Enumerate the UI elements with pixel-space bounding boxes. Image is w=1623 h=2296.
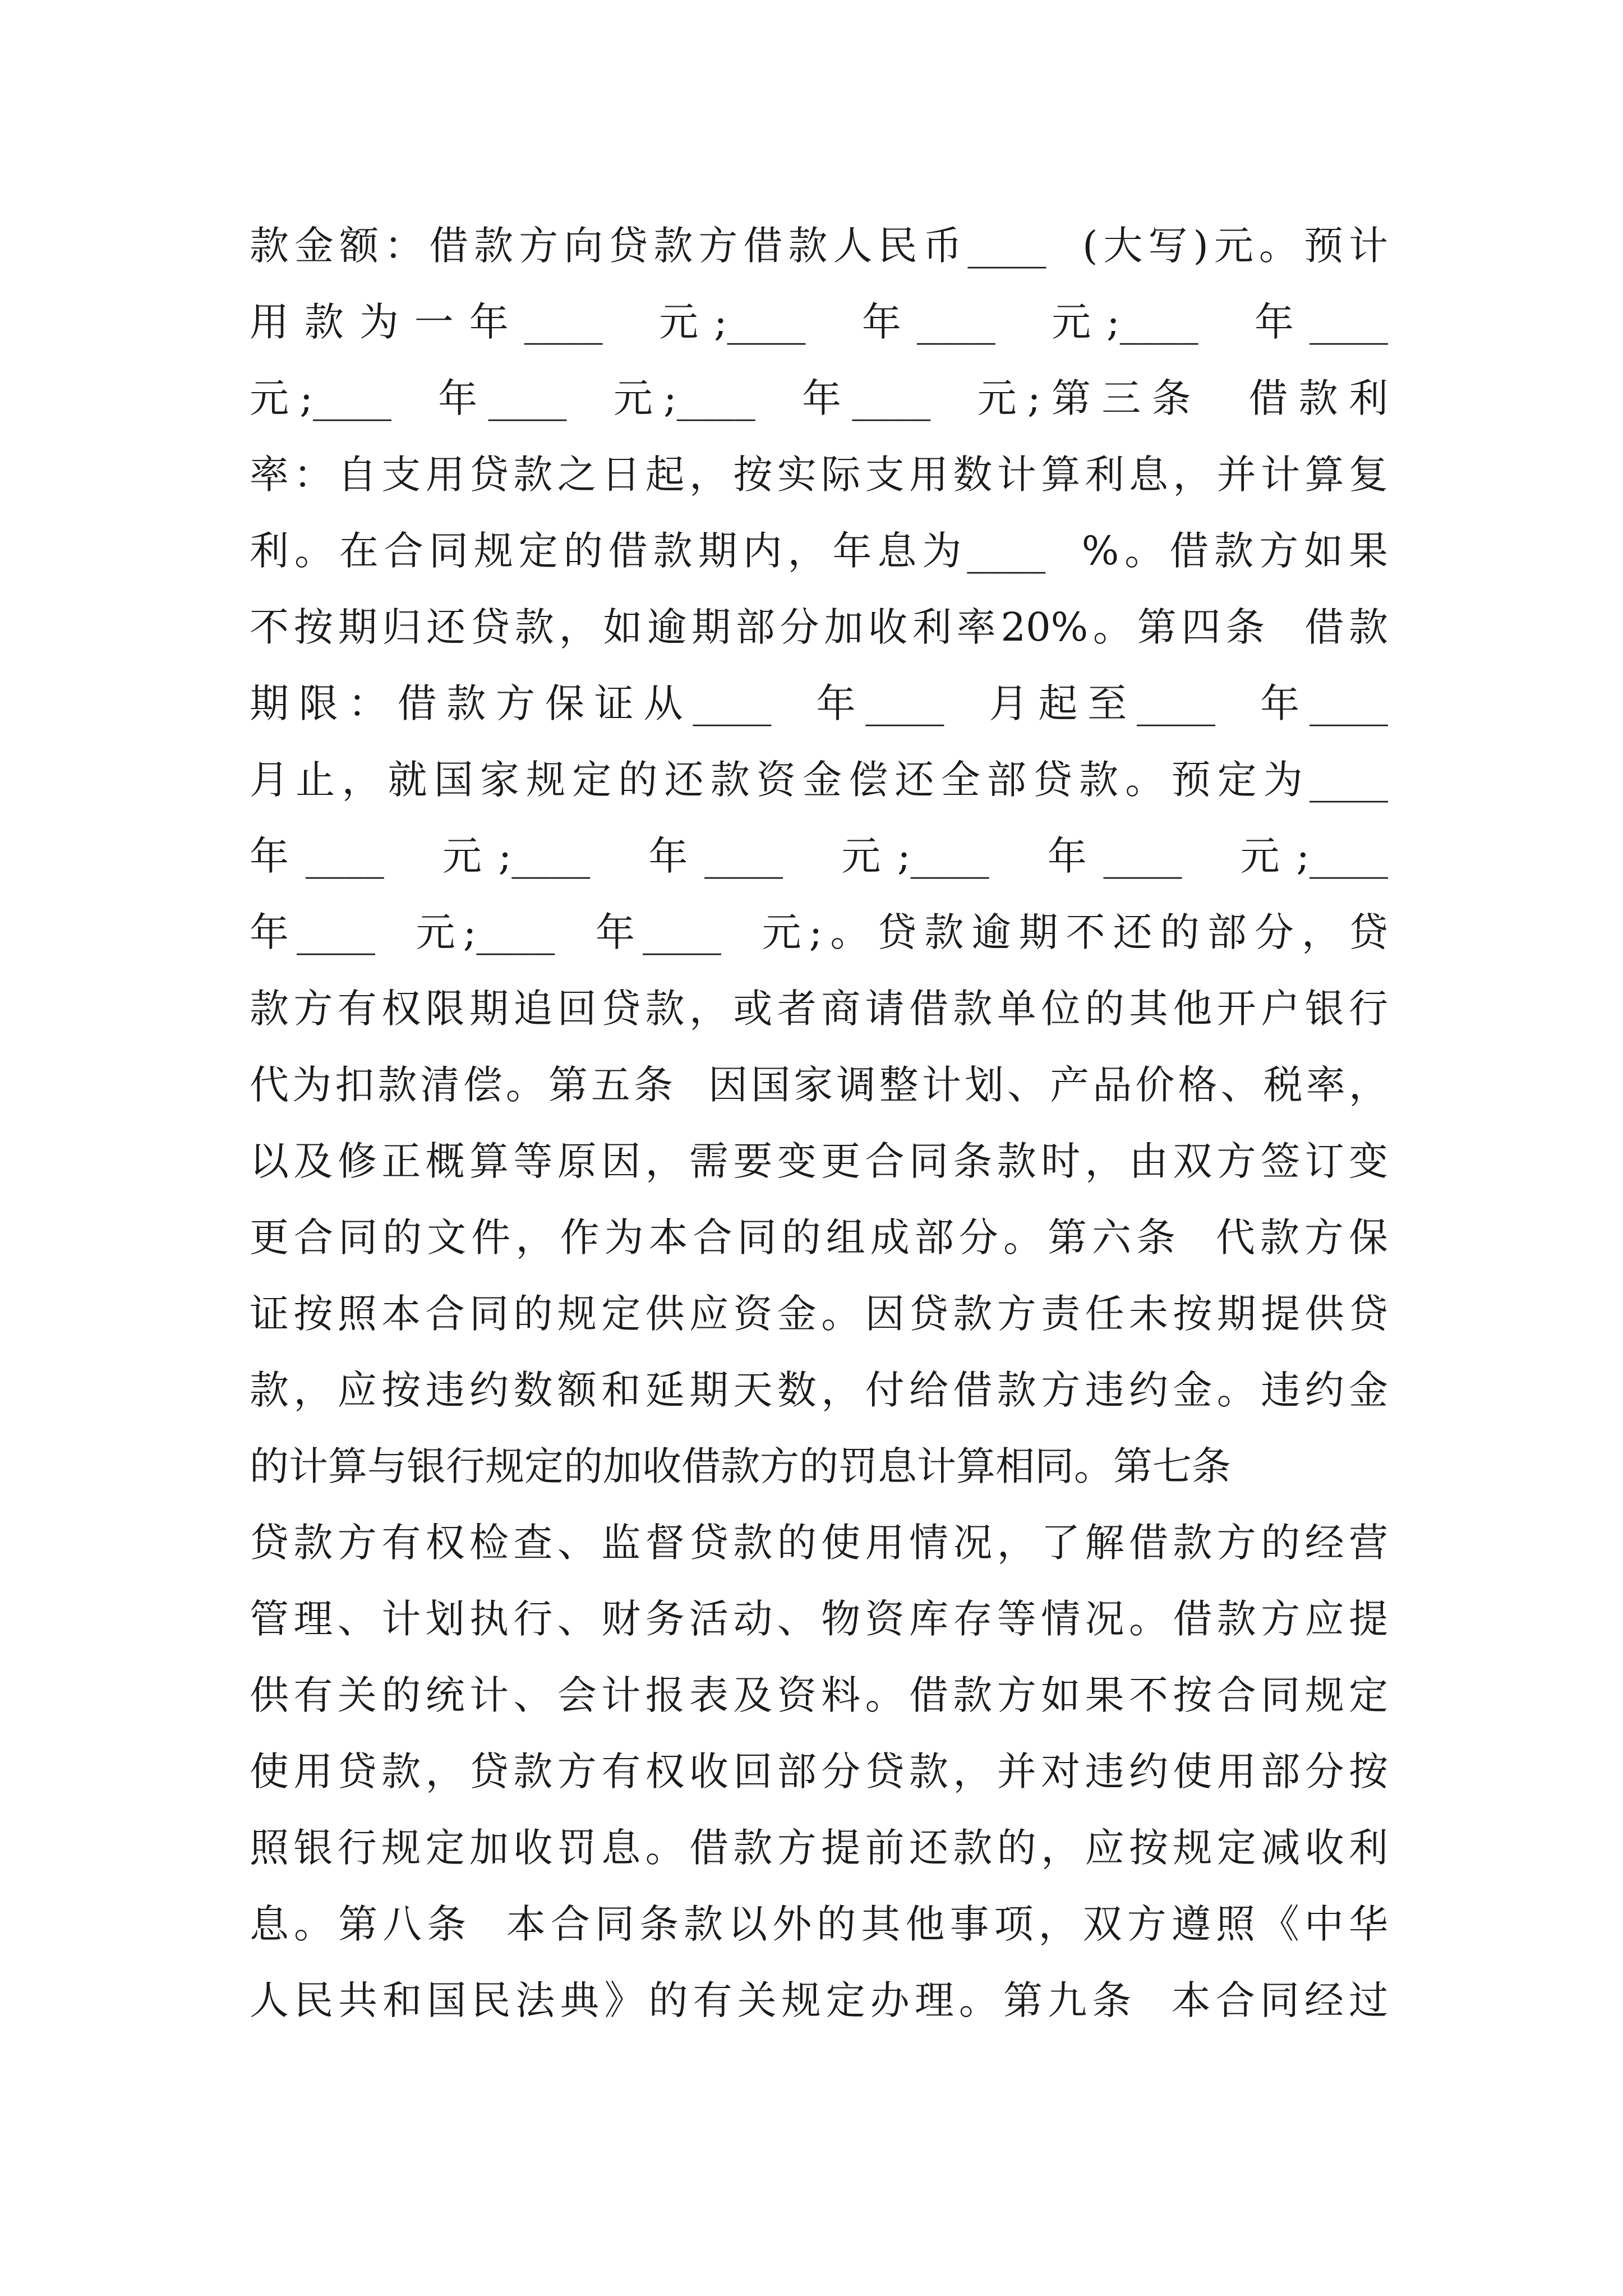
text-line: 贷款方有权检查、监督贷款的使用情况，了解借款方的经营 [250, 1520, 1388, 1566]
text-line: 管理、计划执行、财务活动、物资库存等情况。借款方应提 [250, 1596, 1388, 1642]
text-line: 照银行规定加收罚息。借款方提前还款的，应按规定减收利 [250, 1825, 1388, 1871]
text-line: 年____ 元;____ 年____ 元;____ 年____ 元;____ [250, 833, 1388, 879]
text-line: 款方有权限期追回贷款，或者商请借款单位的其他开户银行 [250, 986, 1388, 1032]
text-line: 代为扣款清偿。第五条 因国家调整计划、产品价格、税率， [250, 1062, 1388, 1108]
text-line: 利。在合同规定的借款期内，年息为____ %。借款方如果 [250, 528, 1388, 574]
text-line: 期限：借款方保证从____ 年____ 月起至____ 年____ [250, 680, 1388, 726]
text-line: 月止，就国家规定的还款资金偿还全部贷款。预定为____ [250, 757, 1388, 803]
text-line: 年____ 元;____ 年____ 元;。贷款逾期不还的部分，贷 [250, 909, 1388, 955]
text-line: 不按期归还贷款，如逾期部分加收利率20%。第四条 借款 [250, 604, 1388, 650]
text-line: 的计算与银行规定的加收借款方的罚息计算相同。第七条 [250, 1443, 1231, 1489]
text-line: 更合同的文件，作为本合同的组成部分。第六条 代款方保 [250, 1214, 1388, 1260]
text-line: 款金额：借款方向贷款方借款人民币____ (大写)元。预计 [250, 223, 1388, 269]
text-line: 元;____ 年____ 元;____ 年____ 元;第三条 借款利 [250, 375, 1388, 421]
text-line: 以及修正概算等原因，需要变更合同条款时，由双方签订变 [250, 1138, 1388, 1184]
text-line: 供有关的统计、会计报表及资料。借款方如果不按合同规定 [250, 1672, 1388, 1718]
text-line: 率：自支用贷款之日起，按实际支用数计算利息，并计算复 [250, 452, 1388, 498]
text-line: 款，应按违约数额和延期天数，付给借款方违约金。违约金 [250, 1367, 1388, 1413]
text-line: 息。第八条 本合同条款以外的其他事项，双方遵照《中华 [250, 1901, 1388, 1947]
contract-body-text [250, 208, 1388, 2039]
text-line: 人民共和国民法典》的有关规定办理。第九条 本合同经过 [250, 1977, 1388, 2023]
text-line: 用款为一年____ 元;____ 年____ 元;____ 年____ [250, 299, 1388, 345]
text-line: 证按照本合同的规定供应资金。因贷款方责任未按期提供贷 [250, 1291, 1388, 1337]
text-line: 使用贷款，贷款方有权收回部分贷款，并对违约使用部分按 [250, 1749, 1388, 1795]
